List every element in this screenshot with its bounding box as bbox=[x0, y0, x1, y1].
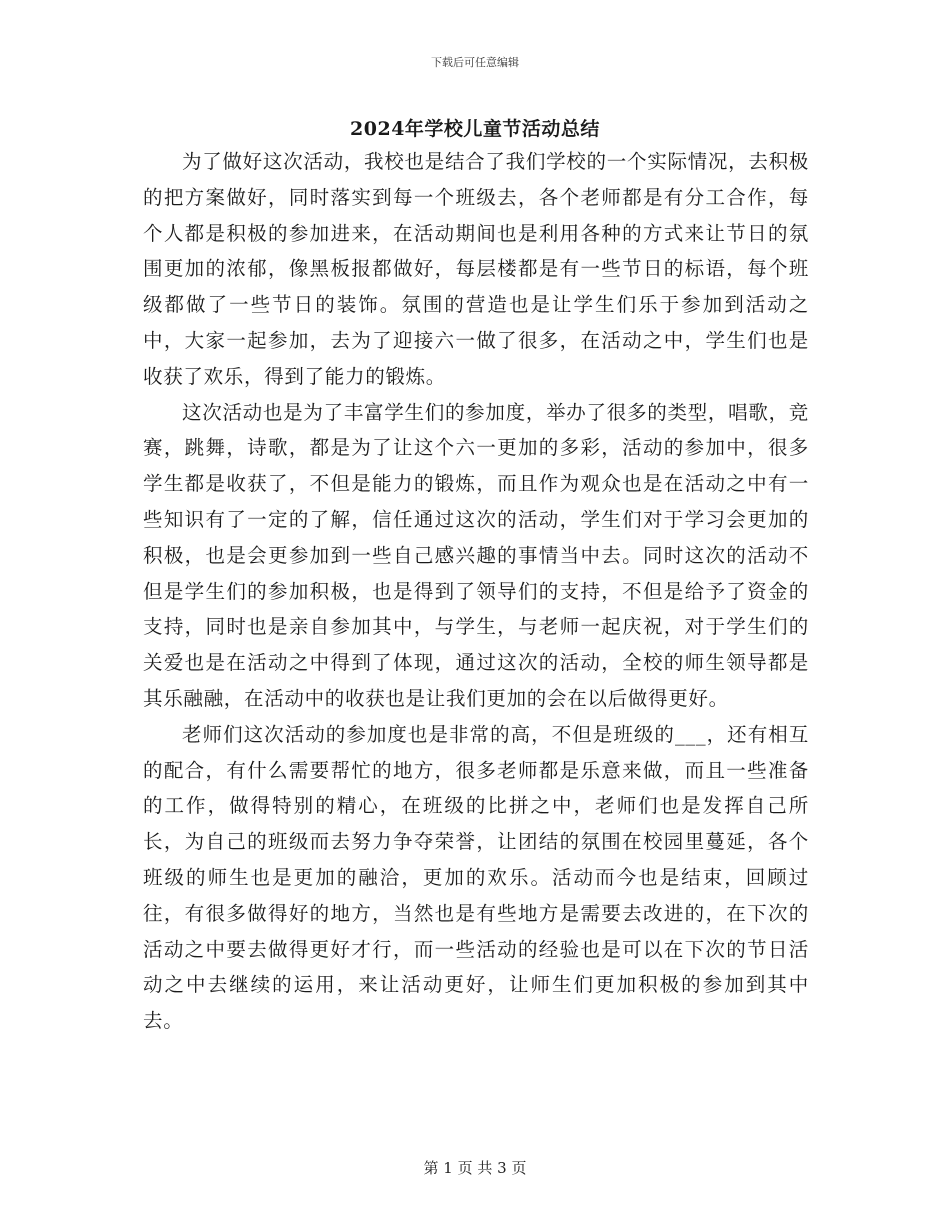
document-body bbox=[143, 144, 809, 1039]
document-title: 2024年学校儿童节活动总结 bbox=[350, 118, 600, 140]
download-note: 下载后可任意编辑 bbox=[431, 56, 519, 69]
body-paragraph-3: 老师们这次活动的参加度也是非常的高，不但是班级的___，还有相互的配合，有什么需要帮忙的地方，很多老师都是乐意来做，而且一些准备的工作，做得特别的精心，在班级的比拼之中，老师们也是发挥自己所长，为自己的班级而去努力争夺荣誉，让团结的氛围在校园里蔓延，各个班级的师生也是更加的融洽，更加的欢乐。活动而今也是结束，回顾过往，有很多做得好的地方，当然也是有些地方是需要去改进的，在下次的活动之中要去做得更好才行，而一些活动的经验也是可以在下次的节日活动之中去继续的运用，来让活动更好，让师生们更加积极的参加到其中去。 bbox=[143, 722, 809, 1033]
body-paragraph-1: 为了做好这次活动，我校也是结合了我们学校的一个实际情况，去积极的把方案做好，同时落实到每一个班级去，各个老师都是有分工合作，每个人都是积极的参加进来，在活动期间也是利用各种的方式来让节日的氛围更加的浓郁，像黑板报都做好，每层楼都是有一些节日的标语，每个班级都做了一些节日的装饰。氛围的营造也是让学生们乐于参加到活动之中，大家一起参加，去为了迎接六一做了很多，在活动之中，学生们也是收获了欢乐，得到了能力的锻炼。 bbox=[143, 150, 809, 388]
body-paragraph-2: 这次活动也是为了丰富学生们的参加度，举办了很多的类型，唱歌，竞赛，跳舞，诗歌，都是为了让这个六一更加的多彩，活动的参加中，很多学生都是收获了，不但是能力的锻炼，而且作为观众也是在活动之中有一些知识有了一定的了解，信任通过这次的活动，学生们对于学习会更加的积极，也是会更参加到一些自己感兴趣的事情当中去。同时这次的活动不但是学生们的参加积极，也是得到了领导们的支持，不但是给予了资金的支持，同时也是亲自参加其中，与学生，与老师一起庆祝，对于学生们的关爱也是在活动之中得到了体现，通过这次的活动，全校的师生领导都是其乐融融，在活动中的收获也是让我们更加的会在以后做得更好。 bbox=[143, 400, 809, 710]
page-number: 第 1 页 共 3 页 bbox=[423, 1159, 527, 1177]
